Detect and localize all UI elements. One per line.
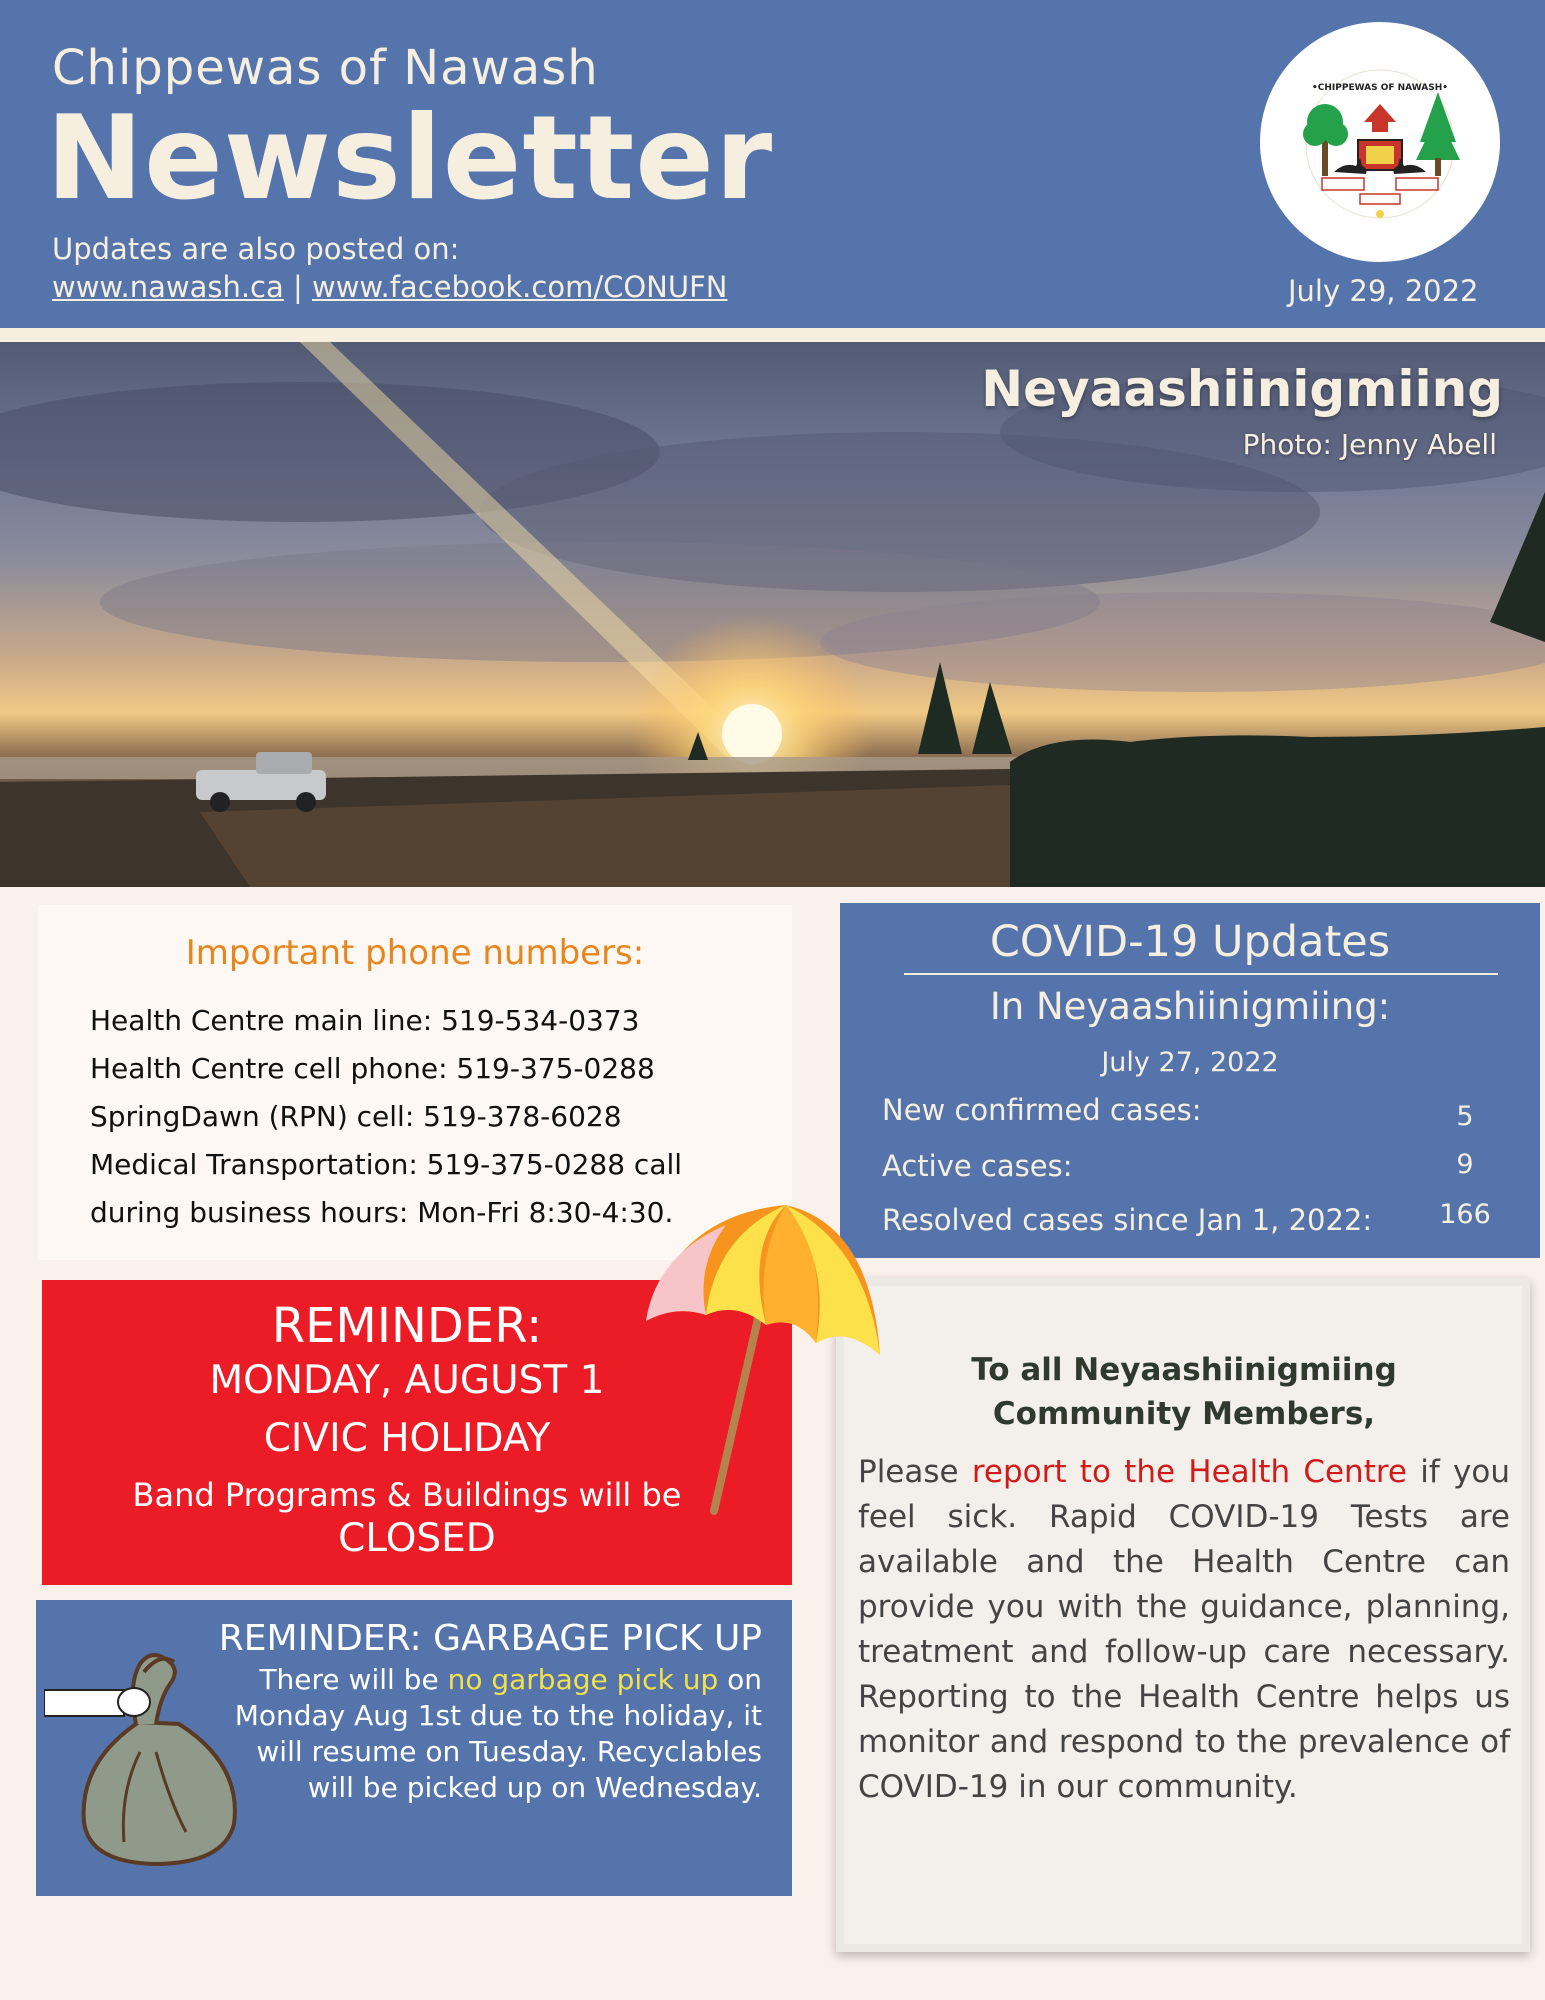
phone-line: during business hours: Mon-Fri 8:30-4:30. [90, 1196, 674, 1229]
covid-stat-label: Resolved cases since Jan 1, 2022: [882, 1203, 1373, 1237]
covid-stat-value: 166 [1439, 1199, 1491, 1230]
garbage-reminder-card [36, 1600, 792, 1896]
beach-umbrella-icon [636, 1205, 886, 1523]
header-divider [0, 328, 1545, 342]
header-banner [0, 0, 1545, 328]
hero-place-name: Neyaashiinigmiing [981, 360, 1503, 418]
holiday-description: Band Programs & Buildings will be [132, 1476, 682, 1514]
chippewas-of-nawash-seal-icon [1260, 22, 1500, 262]
photo-credit: Photo: Jenny Abell [1242, 428, 1497, 461]
phone-line: SpringDawn (RPN) cell: 519-378-6028 [90, 1100, 622, 1133]
garbage-body-highlight: no garbage pick up [447, 1663, 719, 1696]
org-name: Chippewas of Nawash [52, 40, 599, 96]
svg-text:•CHIPPEWAS OF NAWASH•: •CHIPPEWAS OF NAWASH• [1312, 83, 1448, 93]
newsletter-title: Newsletter [46, 91, 774, 226]
link-separator: | [283, 270, 312, 304]
covid-stat-label: Active cases: [882, 1149, 1073, 1183]
covid-location-subtitle: In Neyaashiinigmiing: [989, 985, 1391, 1028]
message-heading-line: To all Neyaashiinigmiing [971, 1352, 1397, 1388]
holiday-closed-label: CLOSED [338, 1516, 496, 1561]
message-body-pre: Please [858, 1454, 972, 1490]
holiday-date: MONDAY, AUGUST 1 [209, 1358, 605, 1403]
community-message-body [858, 1450, 1510, 1810]
hero-photo [0, 342, 1545, 887]
garbage-body-post: on Monday Aug 1st due to the holiday, it will resume on Tuesday. Recyclables will be picked up on Wednesday. [234, 1663, 762, 1804]
phone-numbers-heading: Important phone numbers: [185, 933, 645, 973]
covid-stat-value: 5 [1456, 1101, 1474, 1132]
garbage-reminder-title: REMINDER: GARBAGE PICK UP [218, 1618, 762, 1659]
phone-line: Medical Transportation: 519-375-0288 call [90, 1148, 683, 1181]
message-body-post: if you feel sick. Rapid COVID-19 Tests are available and the Health Centre can provide you with the guidance, planning, treatment and follow-up care necessary. Reporting to the Health Centre helps us monitor and respond to the prevalence of COVID-19 in our community. [858, 1454, 1511, 1805]
community-message-card [836, 1278, 1530, 1952]
covid-updates-title: COVID-19 Updates [989, 917, 1391, 967]
holiday-reminder-title: REMINDER: [271, 1298, 543, 1354]
covid-updates-card [840, 903, 1540, 1258]
issue-date: July 29, 2022 [1288, 274, 1479, 308]
holiday-name: CIVIC HOLIDAY [263, 1416, 551, 1461]
covid-stat-label: New confirmed cases: [882, 1093, 1202, 1127]
updates-label: Updates are also posted on: [52, 232, 460, 266]
phone-line: Health Centre cell phone: 519-375-0288 [90, 1052, 655, 1085]
community-message-heading [844, 1348, 1524, 1436]
garbage-body-pre: There will be [259, 1663, 448, 1696]
links-line [52, 270, 727, 304]
garbage-reminder-body [202, 1662, 762, 1806]
covid-report-date: July 27, 2022 [1101, 1047, 1279, 1078]
message-heading-line: Community Members, [992, 1396, 1376, 1432]
phone-line: Health Centre main line: 519-534-0373 [90, 1004, 640, 1037]
website-link[interactable]: www.nawash.ca [52, 270, 284, 304]
message-body-highlight: report to the Health Centre [971, 1454, 1408, 1490]
covid-title-divider [904, 973, 1498, 975]
sunset-landscape-image [0, 342, 1545, 887]
phone-numbers-list [90, 997, 790, 1237]
covid-stat-value: 9 [1456, 1149, 1474, 1180]
facebook-link[interactable]: www.facebook.com/CONUFN [312, 270, 728, 304]
